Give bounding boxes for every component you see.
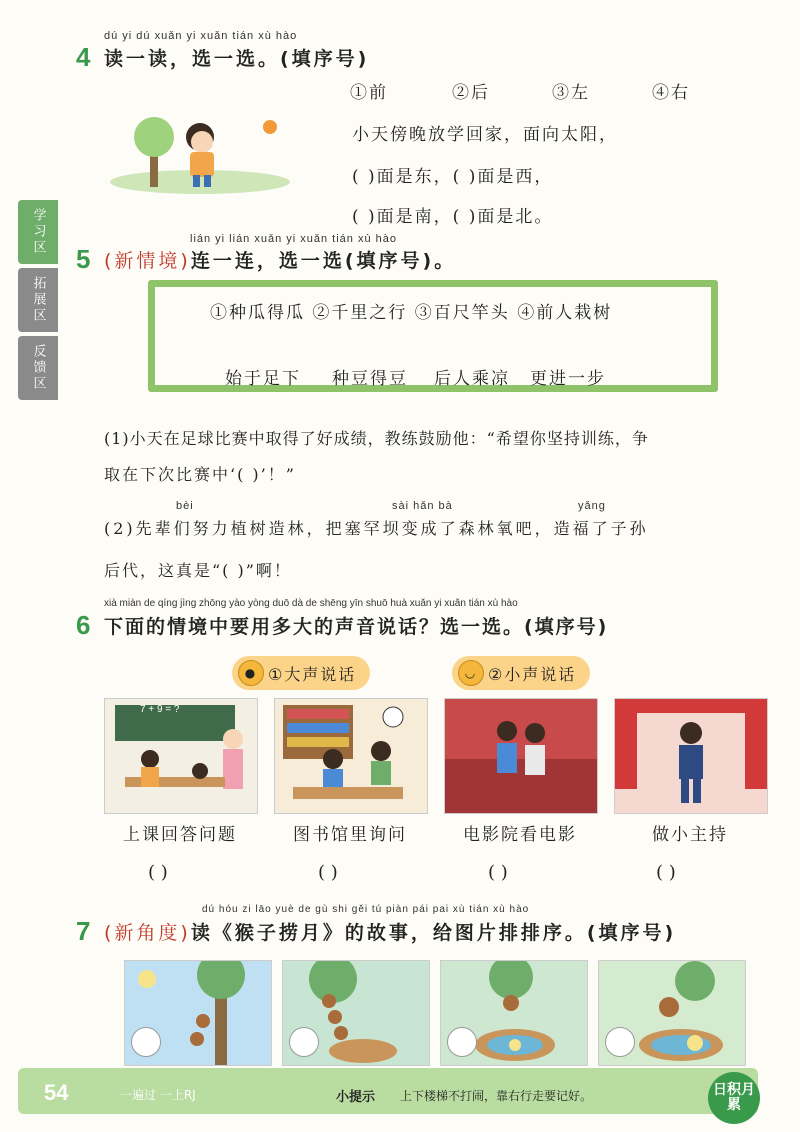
q7-number: 7 [76, 916, 91, 946]
q4-option-1: ①前 [350, 83, 388, 103]
q5-number: 5 [76, 244, 91, 274]
q5-title-text: 连一连，选一选(填序号)。 [190, 250, 457, 272]
caption-host: 做小主持 [652, 825, 728, 845]
answer-blank-3[interactable]: ( ) [488, 862, 508, 883]
order-circle-2[interactable] [289, 1027, 319, 1057]
q7-title-text: 读《猴子捞月》的故事，给图片排排序。(填序号) [190, 922, 677, 944]
q7-tag: (新角度) [104, 922, 191, 944]
answer-blank-2[interactable]: ( ) [318, 862, 338, 883]
q6-pinyin: xià miàn de qíng jìng zhōng yào yòng duō dà de shēng yīn shuō huà xuǎn yi xuǎn tián xù hào [104, 598, 518, 609]
q5-ending-2[interactable]: 种豆得豆 [332, 369, 408, 389]
q5-tag: (新情境) [104, 250, 191, 272]
q5-idioms: ①种瓜得瓜 ②千里之行 ③百尺竿头 ④前人栽树 [210, 303, 613, 323]
quiet-voice-bubble [452, 656, 590, 690]
pinyin-yang: yǎng [578, 500, 606, 512]
answer-blank-4[interactable]: ( ) [656, 862, 676, 883]
order-circle-4[interactable] [605, 1027, 635, 1057]
q6-title: 下面的情境中要用多大的声音说话？选一选。(填序号) [104, 616, 609, 638]
story-picture-3 [440, 960, 588, 1066]
order-circle-1[interactable] [131, 1027, 161, 1057]
order-circle-3[interactable] [447, 1027, 477, 1057]
q5-sentence-1-line-2: 取在下次比赛中‘( )’！” [104, 465, 296, 484]
boy-walking-illustration [105, 112, 295, 197]
caption-class-answer: 上课回答问题 [123, 825, 237, 845]
answer-blank-1[interactable]: ( ) [148, 862, 168, 883]
q5-sentence-2-line-2: 后代，这真是“( )”啊！ [104, 561, 292, 580]
series-name: 一遍过 一上RJ [120, 1088, 196, 1102]
quiet-voice-label: ②小声说话 [488, 664, 577, 684]
loud-voice-label: ①大声说话 [268, 664, 357, 684]
q5-pinyin: lián yi lián xuǎn yi xuǎn tián xù hào [190, 233, 397, 245]
classroom-picture [104, 698, 258, 814]
q5-ending-4[interactable]: 更进一步 [530, 369, 606, 389]
q4-number: 4 [76, 42, 91, 72]
q4-pinyin: dú yi dú xuǎn yi xuǎn tián xù hào [104, 30, 298, 42]
story-picture-1 [124, 960, 272, 1066]
q4-option-4: ④右 [652, 83, 690, 103]
sidebar-tab-feedback[interactable]: 反馈区 [18, 336, 58, 400]
q4-line-2: ( )面是东，( )面是西， [352, 167, 554, 187]
tip-text: 上下楼梯不打闹，靠右行走要记好。 [400, 1089, 593, 1103]
caption-library-ask: 图书馆里询问 [293, 825, 407, 845]
quiet-face-icon: ◡ [458, 660, 484, 686]
q4-title: 读一读，选一选。(填序号) [104, 48, 370, 70]
library-picture [274, 698, 428, 814]
sidebar-tab-extend[interactable]: 拓展区 [18, 268, 58, 332]
cinema-picture [444, 698, 598, 814]
tip-label: 小提示 [336, 1090, 376, 1105]
story-picture-4 [598, 960, 746, 1066]
q4-option-2: ②后 [452, 83, 490, 103]
q7-title [104, 918, 676, 945]
blackboard-text: 7 + 9 = ? [140, 704, 180, 715]
pinyin-saihanba: sài hǎn bà [392, 500, 453, 512]
page-number: 54 [44, 1080, 69, 1105]
pinyin-bei: bèi [176, 500, 194, 512]
q4-option-3: ③左 [552, 83, 590, 103]
host-stage-picture [614, 698, 768, 814]
q5-title [104, 246, 456, 273]
story-picture-2 [282, 960, 430, 1066]
q7-pinyin: dú hóu zi lāo yuè de gù shi gěi tú piàn pái pai xù tián xù hào [202, 904, 530, 915]
loud-voice-bubble [232, 656, 370, 690]
caption-cinema: 电影院看电影 [463, 825, 577, 845]
q4-line-3: ( )面是南，( )面是北。 [352, 207, 554, 227]
q4-line-1: 小天傍晚放学回家，面向太阳， [352, 125, 618, 145]
q5-ending-1[interactable]: 始于足下 [225, 369, 301, 389]
sidebar-tab-study[interactable]: 学习区 [18, 200, 58, 264]
q5-sentence-1-line-1: (1)小天在足球比赛中取得了好成绩，教练鼓励他：“希望你坚持训练，争 [104, 429, 649, 448]
q5-ending-3[interactable]: 后人乘凉 [434, 369, 510, 389]
loud-face-icon: ● [238, 660, 264, 686]
q6-number: 6 [76, 610, 91, 640]
q5-sentence-2-line-1: (2)先辈们努力植树造林，把塞罕坝变成了森林氧吧，造福了子孙 [104, 519, 649, 538]
daily-accumulation-badge: 日积月累 [708, 1072, 760, 1124]
